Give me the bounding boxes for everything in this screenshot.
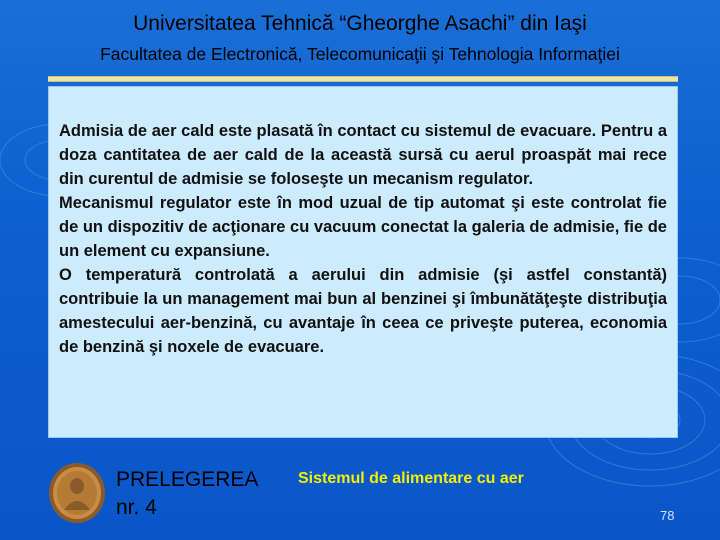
page-subtitle: Facultatea de Electronică, Telecomunicaţii şi Tehnologia Informaţiei [100,44,620,64]
page-number: 78 [660,508,675,523]
paragraph: Mecanismul regulator este în mod uzual de tip automat şi este controlat fie de un dispozitiv de acţionare cu vacuum conectat la galeria de admisie, fie de un element cu expansiune. [59,194,667,260]
content-panel [48,86,678,438]
content-text [59,119,667,359]
lecture-label: PRELEGEREA [116,468,259,491]
paragraph: O temperatură controlată a aerului din admisie (şi astfel constantă) contribuie la un management mai bun al benzinei şi îmbunătăţeşte distribuţia amestecului aer-benzină, cu avantaje în ceea ce priveşte puterea, economia de benzină şi noxele de evacuare. [59,266,667,356]
page-title: Universitatea Tehnică “Gheorghe Asachi” din Iaşi [133,12,587,35]
course-title: Sistemul de alimentare cu aer [298,470,524,487]
header-divider [48,76,678,82]
lecture-number: nr. 4 [116,496,157,519]
paragraph: Admisia de aer cald este plasată în contact cu sistemul de evacuare. Pentru a doza cantitatea de aer cald de la această sursă cu aerul proaspăt mai rece din curentul de admisie se foloseşte un mecanism regulator. [59,122,667,188]
university-medal-logo [48,462,106,524]
